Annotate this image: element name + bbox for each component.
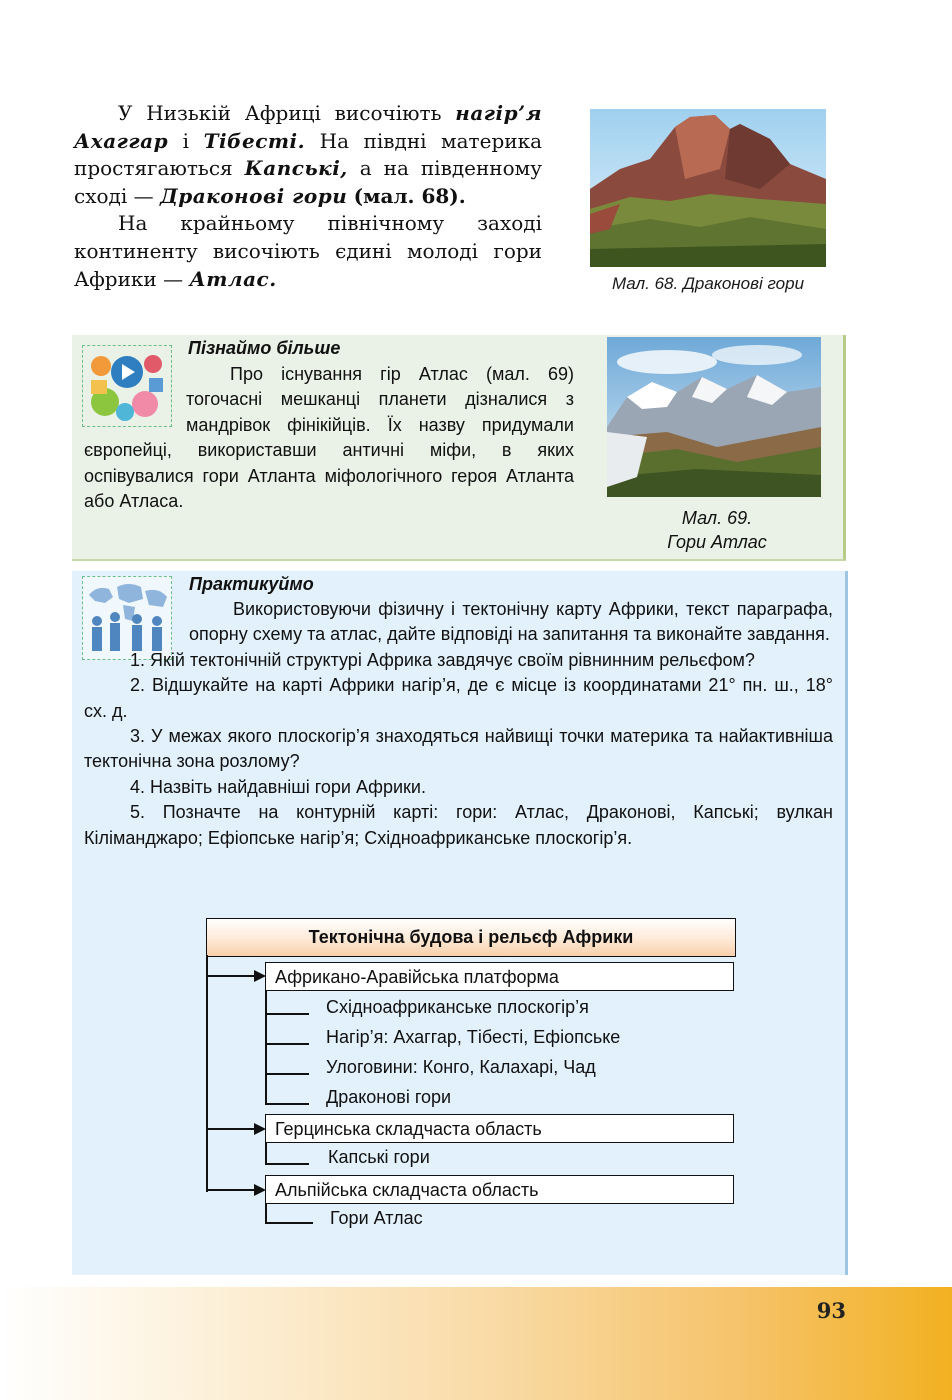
main-paragraph: [74, 100, 542, 293]
question-5: 5. Позначте на контурній карті: гори: Атлас, Драконові, Капські; вулкан Кіліманджаро; Ефіопське нагір’я; Східноафриканське плоскогір’я.: [84, 802, 833, 848]
question-1: 1. Якій тектонічній структурі Африка завдячує своїм рівнинним рельєфом?: [130, 649, 755, 670]
figure-69-title: Гори Атлас: [667, 532, 767, 552]
diagram-item: Улоговини: Конго, Калахарі, Чад: [326, 1057, 596, 1077]
diagram-group-hercynian: Герцинська складчаста область: [265, 1114, 734, 1143]
figure-69-number: Мал. 69.: [681, 508, 753, 528]
page-number: 93: [816, 1298, 846, 1323]
diagram-title: Тектонічна будова і рельєф Африки: [206, 918, 736, 957]
item-connector: [265, 1073, 309, 1075]
learn-more-body: Про існування гір Атлас (мал. 69) тогочасні мешканці планети дізналися з мандрівок фінікійців. Їх назву придумали європейці, використавши античні міфи, в яких оспівувалися гори Атланта міфологічного героя Атланта або Атласа.: [84, 364, 574, 512]
diagram-item: Капські гори: [328, 1147, 430, 1167]
group-1-branch-line: [265, 991, 267, 1104]
atlas-mountains-photo: [607, 337, 821, 497]
text-run: У Низькій Африці височіють: [118, 101, 442, 125]
term-cape: Капські,: [244, 156, 348, 181]
diagram-group-platform: Африкано-Аравійська платформа: [265, 962, 734, 991]
group-2-branch-line: [265, 1143, 267, 1164]
group-3-branch-line: [265, 1204, 267, 1224]
practice-text: [84, 597, 833, 851]
diagram-item: Східноафриканське плоскогір’я: [326, 997, 589, 1017]
question-3: 3. У межах якого плоскогір’я знаходяться найвищі точки материка та найактивніша тектонічна зона розлому?: [84, 726, 833, 772]
diagram-trunk-line: [206, 955, 208, 1192]
arrow-line-1: [206, 975, 256, 977]
figure-68-caption: Мал. 68. Драконові гори: [611, 274, 805, 293]
arrow-line-2: [206, 1128, 256, 1130]
diagram-item: Драконові гори: [326, 1087, 452, 1107]
practice-intro: Використовуючи фізичну і тектонічну карту Африки, текст параграфа, опорну схему та атлас, дайте відповіді на запитання та виконайте завдання.: [189, 599, 833, 645]
diagram-item: Нагір’я: Ахаггар, Тібесті, Ефіопське: [326, 1027, 621, 1047]
text-run: а на південному сході —: [74, 156, 542, 208]
figure-ref: (мал. 68).: [353, 183, 466, 208]
text-run: На півдні материка простягаються: [74, 128, 542, 181]
drakensberg-photo: [590, 109, 826, 267]
text-run: і: [168, 128, 204, 153]
item-connector: [265, 1222, 313, 1224]
learn-more-text: [84, 362, 574, 514]
item-connector: [265, 1163, 309, 1165]
question-4: 4. Назвіть найдавніші гори Африки.: [130, 776, 426, 797]
item-connector: [265, 1103, 309, 1105]
figure-69-caption: [607, 506, 827, 554]
practice-title: Практикуймо: [189, 574, 314, 594]
item-connector: [265, 1043, 309, 1045]
arrow-line-3: [206, 1189, 256, 1191]
term-tibesti: Тібесті.: [203, 128, 306, 153]
diagram-group-alpine: Альпійська складчаста область: [265, 1175, 734, 1204]
term-atlas: Атлас.: [189, 266, 277, 291]
term-drakensberg: Драконові гори: [159, 183, 348, 208]
question-2: 2. Відшукайте на карті Африки нагір’я, де є місце із координатами 21° пн. ш., 18° сх. д.: [84, 675, 833, 721]
term-ahaggar: нагір’я Ахаггар: [74, 101, 543, 153]
diagram-item: Гори Атлас: [330, 1208, 423, 1228]
text-run: На крайньому північному заході континенту височіють єдині молоді гори Африки —: [74, 211, 542, 291]
learn-more-title: Пізнаймо більше: [188, 338, 341, 358]
item-connector: [265, 1013, 309, 1015]
